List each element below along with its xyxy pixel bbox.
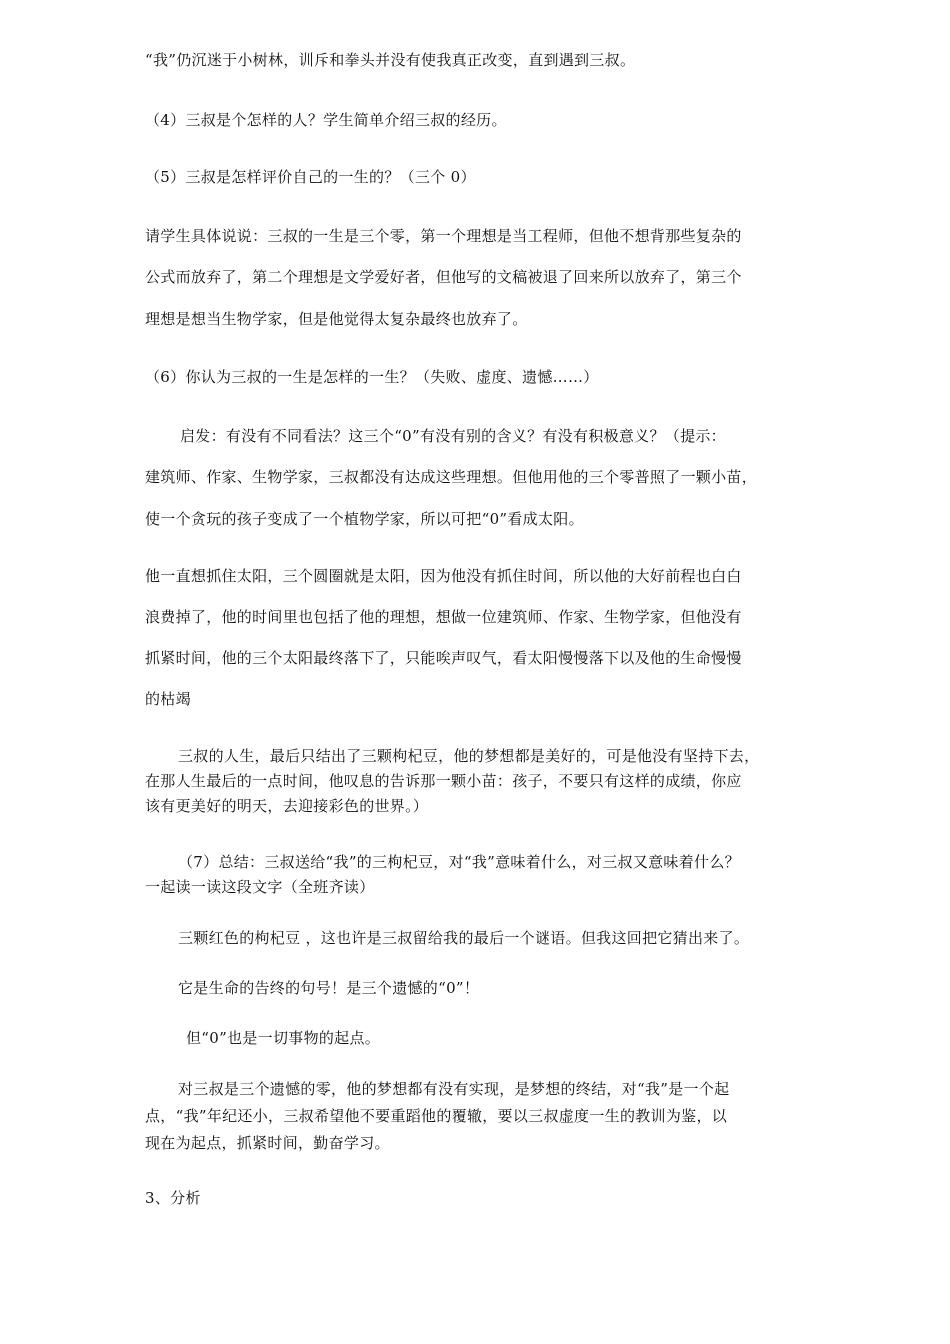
- text-line: 抓紧时间，他的三个太阳最终落下了，只能唉声叹气，看太阳慢慢落下以及他的生命慢慢: [145, 649, 742, 667]
- text-line: 该有更美好的明天，去迎接彩色的世界。）: [145, 797, 429, 815]
- text-line: 一起读一读这段文字（全班齐读）: [145, 878, 375, 896]
- text-line: 三叔的人生，最后只结出了三颗枸杞豆，他的梦想都是美好的，可是他没有坚持下去，: [178, 747, 760, 765]
- text-line: 它是生命的告终的句号！是三个遗憾的“0”！: [178, 979, 480, 997]
- section-heading: 3、分析: [145, 1189, 201, 1207]
- text-line: 的枯竭: [145, 690, 191, 708]
- text-line: 三颗红色的枸杞豆 ，这也许是三叔留给我的最后一个谜语。但我这回把它猜出来了。: [178, 929, 750, 947]
- question-5: （5）三叔是怎样评价自己的一生的？（三个 0）: [145, 168, 476, 186]
- text-line: 请学生具体说说：三叔的一生是三个零，第一个理想是当工程师，但他不想背那些复杂的: [145, 227, 742, 245]
- text-line: 点，“我”年纪还小，三叔希望他不要重蹈他的覆辙，要以三叔虚度一生的教训为鉴，以: [145, 1107, 728, 1125]
- question-7: （7）总结：三叔送给“我”的三枸杞豆，对“我”意味着什么，对三叔又意味着什么？: [178, 853, 740, 871]
- question-6: （6）你认为三叔的一生是怎样的一生？（失败、虚度、遗憾……）: [145, 368, 599, 386]
- text-line: 浪费掉了，他的时间里也包括了他的理想，想做一位建筑师、作家、生物学家，但他没有: [145, 608, 742, 626]
- text-line: 对三叔是三个遗憾的零，他的梦想都有没有实现，是梦想的终结，对“我”是一个起: [178, 1080, 730, 1098]
- text-line: 使一个贪玩的孩子变成了一个植物学家，所以可把“0”看成太阳。: [145, 510, 584, 528]
- text-line: 他一直想抓住太阳，三个圆圈就是太阳，因为他没有抓住时间，所以他的大好前程也白白: [145, 567, 742, 585]
- text-line: 启发：有没有不同看法？这三个“0”有没有别的含义？有没有积极意义？（提示：: [180, 427, 726, 445]
- text-line: 公式而放弃了，第二个理想是文学爱好者，但他写的文稿被退了回来所以放弃了，第三个: [145, 268, 742, 286]
- text-line: 理想是想当生物学家，但是他觉得太复杂最终也放弃了。: [145, 310, 528, 328]
- text-line: 在那人生最后的一点时间，他叹息的告诉那一颗小苗：孩子，不要只有这样的成绩，你应: [145, 772, 742, 790]
- question-4: （4）三叔是个怎样的人？学生简单介绍三叔的经历。: [145, 111, 507, 129]
- text-line: 建筑师、作家、生物学家，三叔都没有达成这些理想。但他用他的三个零普照了一颗小苗，: [145, 468, 758, 486]
- text-line: “我”仍沉迷于小树林，训斥和拳头并没有使我真正改变，直到遇到三叔。: [145, 51, 636, 69]
- text-line: 但“0”也是一切事物的起点。: [186, 1029, 381, 1047]
- text-line: 现在为起点，抓紧时间，勤奋学习。: [145, 1134, 390, 1152]
